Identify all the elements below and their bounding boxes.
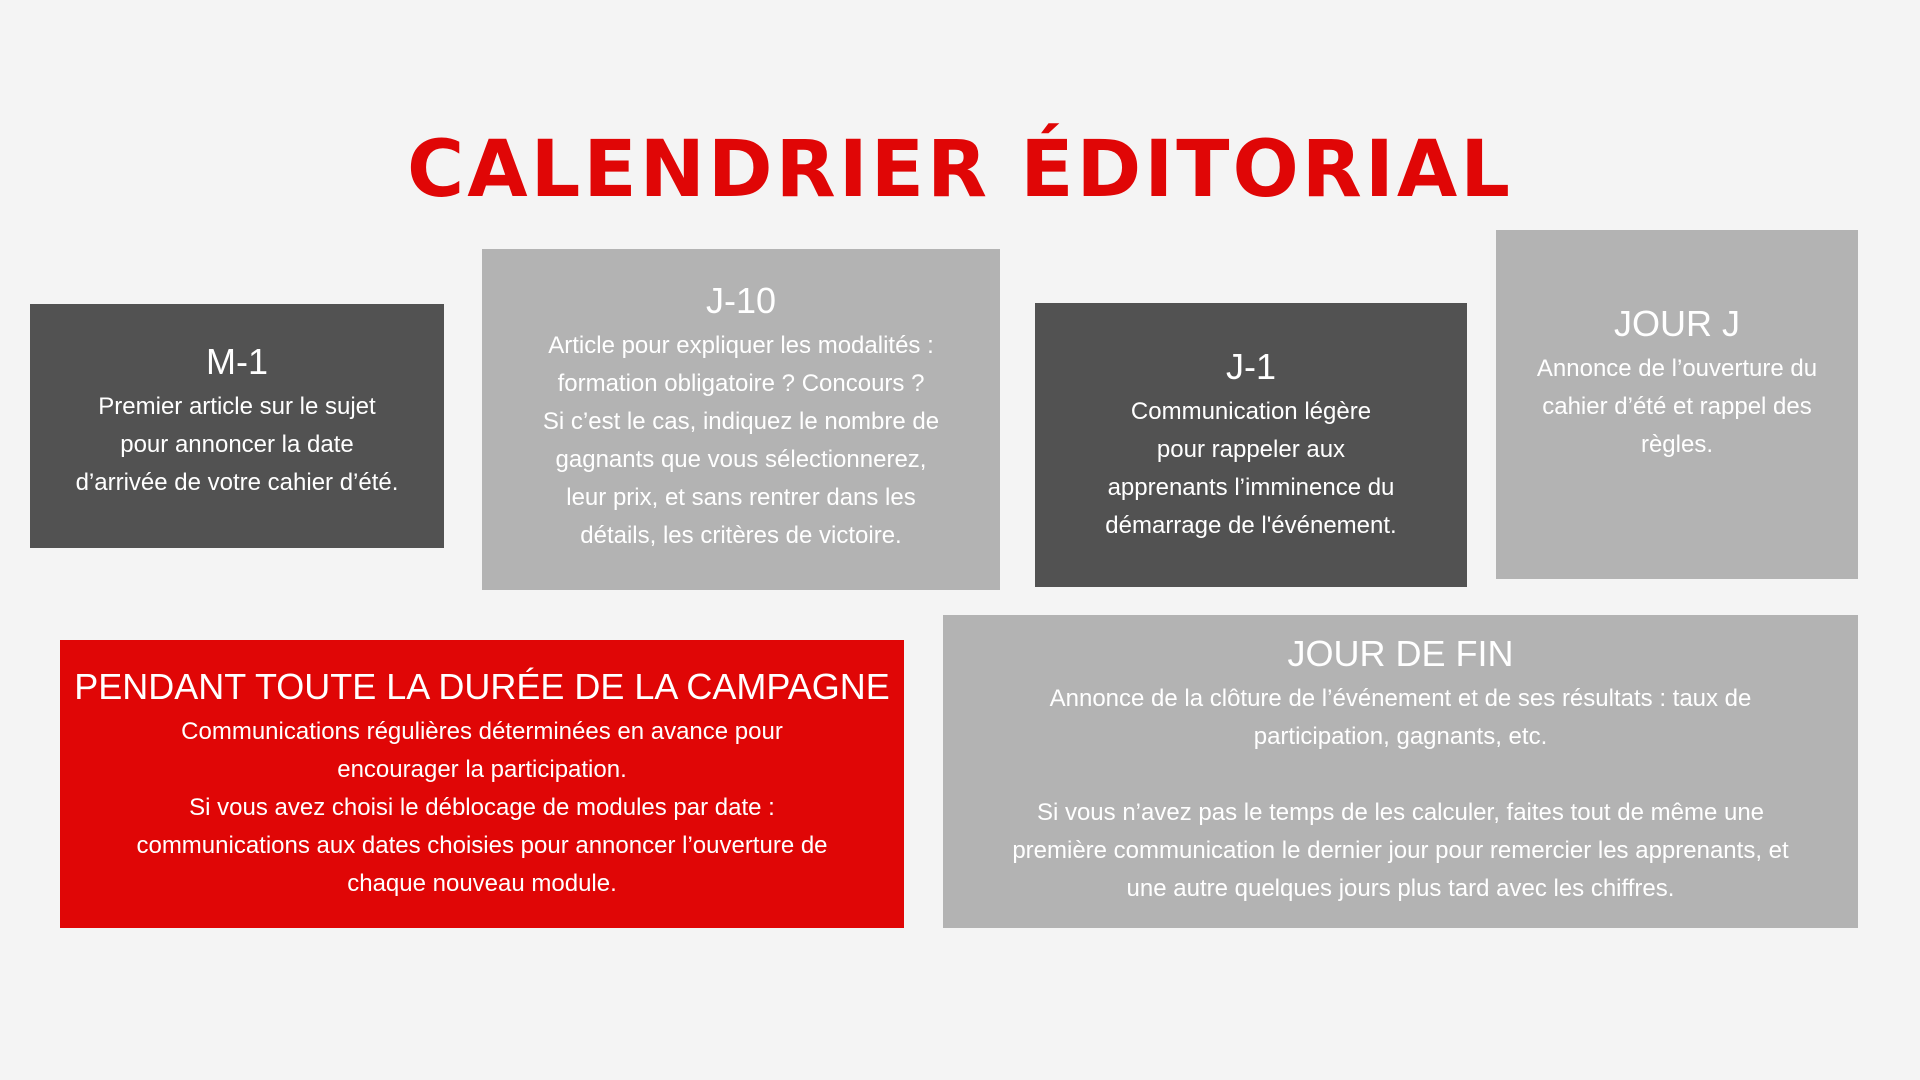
card-text-line: Communication légère (1130, 398, 1372, 425)
card-heading: JOUR J (1614, 302, 1740, 344)
card-text-line: détails, les critères de victoire. (580, 521, 902, 549)
card-body (1537, 350, 1817, 464)
card-text-line: Annonce de la clôture de l’événement et de ses résultats : taux de (1049, 684, 1752, 712)
card-jour-j (1496, 230, 1858, 579)
card-jour-de-fin (943, 615, 1858, 928)
card-text-line: Article pour expliquer les modalités : (548, 331, 934, 359)
card-heading: M-1 (206, 341, 268, 382)
card-text-line: pour rappeler aux (1156, 436, 1346, 463)
card-text-line: pour annoncer la date (120, 431, 354, 458)
card-text-line: Si vous n’avez pas le temps de les calculer, faites tout de même une (1036, 798, 1765, 826)
card-text-line: apprenants l’imminence du (1107, 474, 1395, 501)
card-body (543, 327, 939, 555)
card-text-line: participation, gagnants, etc. (1253, 722, 1548, 750)
card-heading: PENDANT TOUTE LA DURÉE DE LA CAMPAGNE (74, 666, 890, 707)
card-text-line: communications aux dates choisies pour annoncer l’ouverture de (136, 832, 828, 859)
card-text-line: leur prix, et sans rentrer dans les (566, 483, 916, 511)
card-j-10 (482, 249, 1000, 590)
card-m-1 (30, 304, 444, 548)
card-heading: J-1 (1225, 346, 1276, 387)
card-j-1 (1035, 303, 1467, 587)
card-text-line: démarrage de l'événement. (1105, 512, 1397, 539)
card-text-line: Premier article sur le sujet (98, 393, 376, 420)
card-heading: J-10 (705, 279, 777, 321)
card-text-line: première communication le dernier jour pour remercier les apprenants, et (1012, 836, 1789, 864)
card-text-line: gagnants que vous sélectionnerez, (555, 445, 927, 473)
card-text-line: formation obligatoire ? Concours ? (557, 369, 925, 397)
card-text-line: chaque nouveau module. (347, 870, 617, 897)
card-text-line: d’arrivée de votre cahier d’été. (75, 469, 399, 496)
card-body (76, 388, 399, 502)
card-text-line: cahier d’été et rappel des (1542, 392, 1812, 420)
card-pendant-campagne (60, 640, 904, 928)
card-body (1105, 393, 1396, 545)
card-text-line: Si vous avez choisi le déblocage de modules par date : (189, 794, 775, 821)
card-text-line: encourager la participation. (337, 756, 627, 783)
card-body (136, 713, 827, 903)
card-text-line: Communications régulières déterminées en avance pour (181, 718, 783, 745)
card-heading: JOUR DE FIN (1287, 632, 1514, 674)
card-text-line: Si c’est le cas, indiquez le nombre de (542, 407, 940, 435)
card-text-line: règles. (1640, 430, 1714, 458)
card-body (1012, 680, 1788, 908)
card-paragraph-gap (1012, 756, 1788, 794)
card-text-line: une autre quelques jours plus tard avec les chiffres. (1126, 874, 1675, 902)
card-text-line: Annonce de l’ouverture du (1536, 354, 1818, 382)
page-title: CALENDRIER ÉDITORIAL (407, 125, 1513, 215)
